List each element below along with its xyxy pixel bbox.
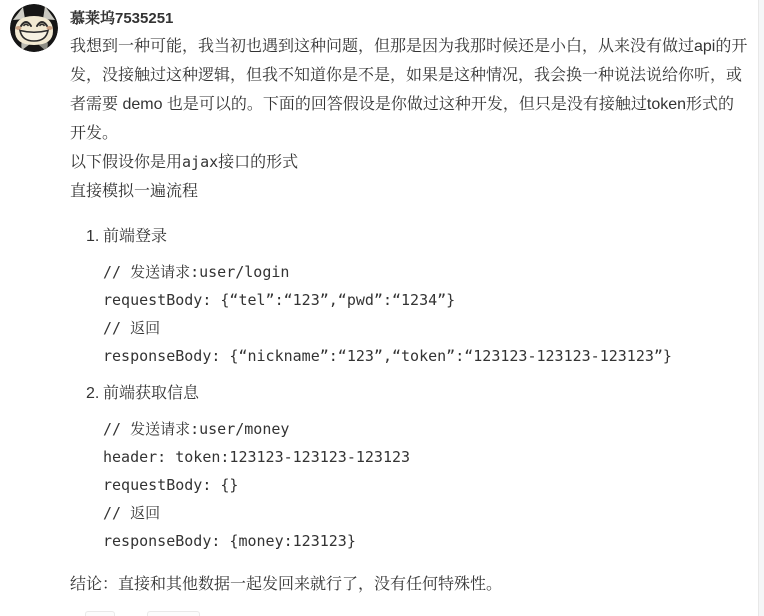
assumption-prefix: 以下假设你是用 [70,154,183,171]
step-number: 2. [86,385,100,402]
steps-list [70,222,748,555]
code-line: responseBody: {money:123123} [103,532,356,550]
code-line: // 返回 [103,504,161,522]
step-label: 前端登录 [103,228,168,245]
code-line: // 发送请求:user/login [103,263,290,281]
content-right-border [758,0,764,616]
answer-intro-paragraph: 我想到一种可能，我当初也遇到这种问题，但那是因为我那时候还是小白，从来没有做过api的开发，没接触过这种逻辑，但我不知道你是不是，如果是这种情况，我会换一种说法说给你听，或者需要 demo 也是可以的。下面的回答假设是你做过这种开发，但只是没有接触过token形式的开发。 [70,38,748,142]
author-username[interactable]: 慕莱坞7535251 [70,10,174,27]
code-line: responseBody: {“nickname”:“123”,“token”:“123123-123123-123123”} [103,347,672,365]
assumption-line [70,148,748,177]
code-line: // 发送请求:user/money [103,420,290,438]
assumption-suffix: 接口的形式 [218,154,299,171]
reply-button-partial[interactable] [147,611,200,616]
step-item-login [70,222,748,370]
user-avatar[interactable] [10,4,58,52]
step-number: 1. [86,228,100,245]
code-block-money [103,415,748,555]
answer-body [70,8,748,599]
conclusion-line: 结论：直接和其他数据一起发回来就行了，没有任何特殊性。 [70,576,503,593]
assumption-code-ajax: ajax [182,153,219,171]
code-line: requestBody: {} [103,476,239,494]
code-block-login [103,258,748,370]
code-line: header: token:123123-123123-123123 [103,448,411,466]
simulate-line: 直接模拟一遍流程 [70,183,199,200]
like-button-partial[interactable] [85,611,115,616]
code-line: requestBody: {“tel”:“123”,“pwd”:“1234”} [103,291,456,309]
step-item-get-info [70,379,748,555]
step-label: 前端获取信息 [103,385,200,402]
avatar-mascot-icon [10,4,58,52]
code-line: // 返回 [103,319,161,337]
